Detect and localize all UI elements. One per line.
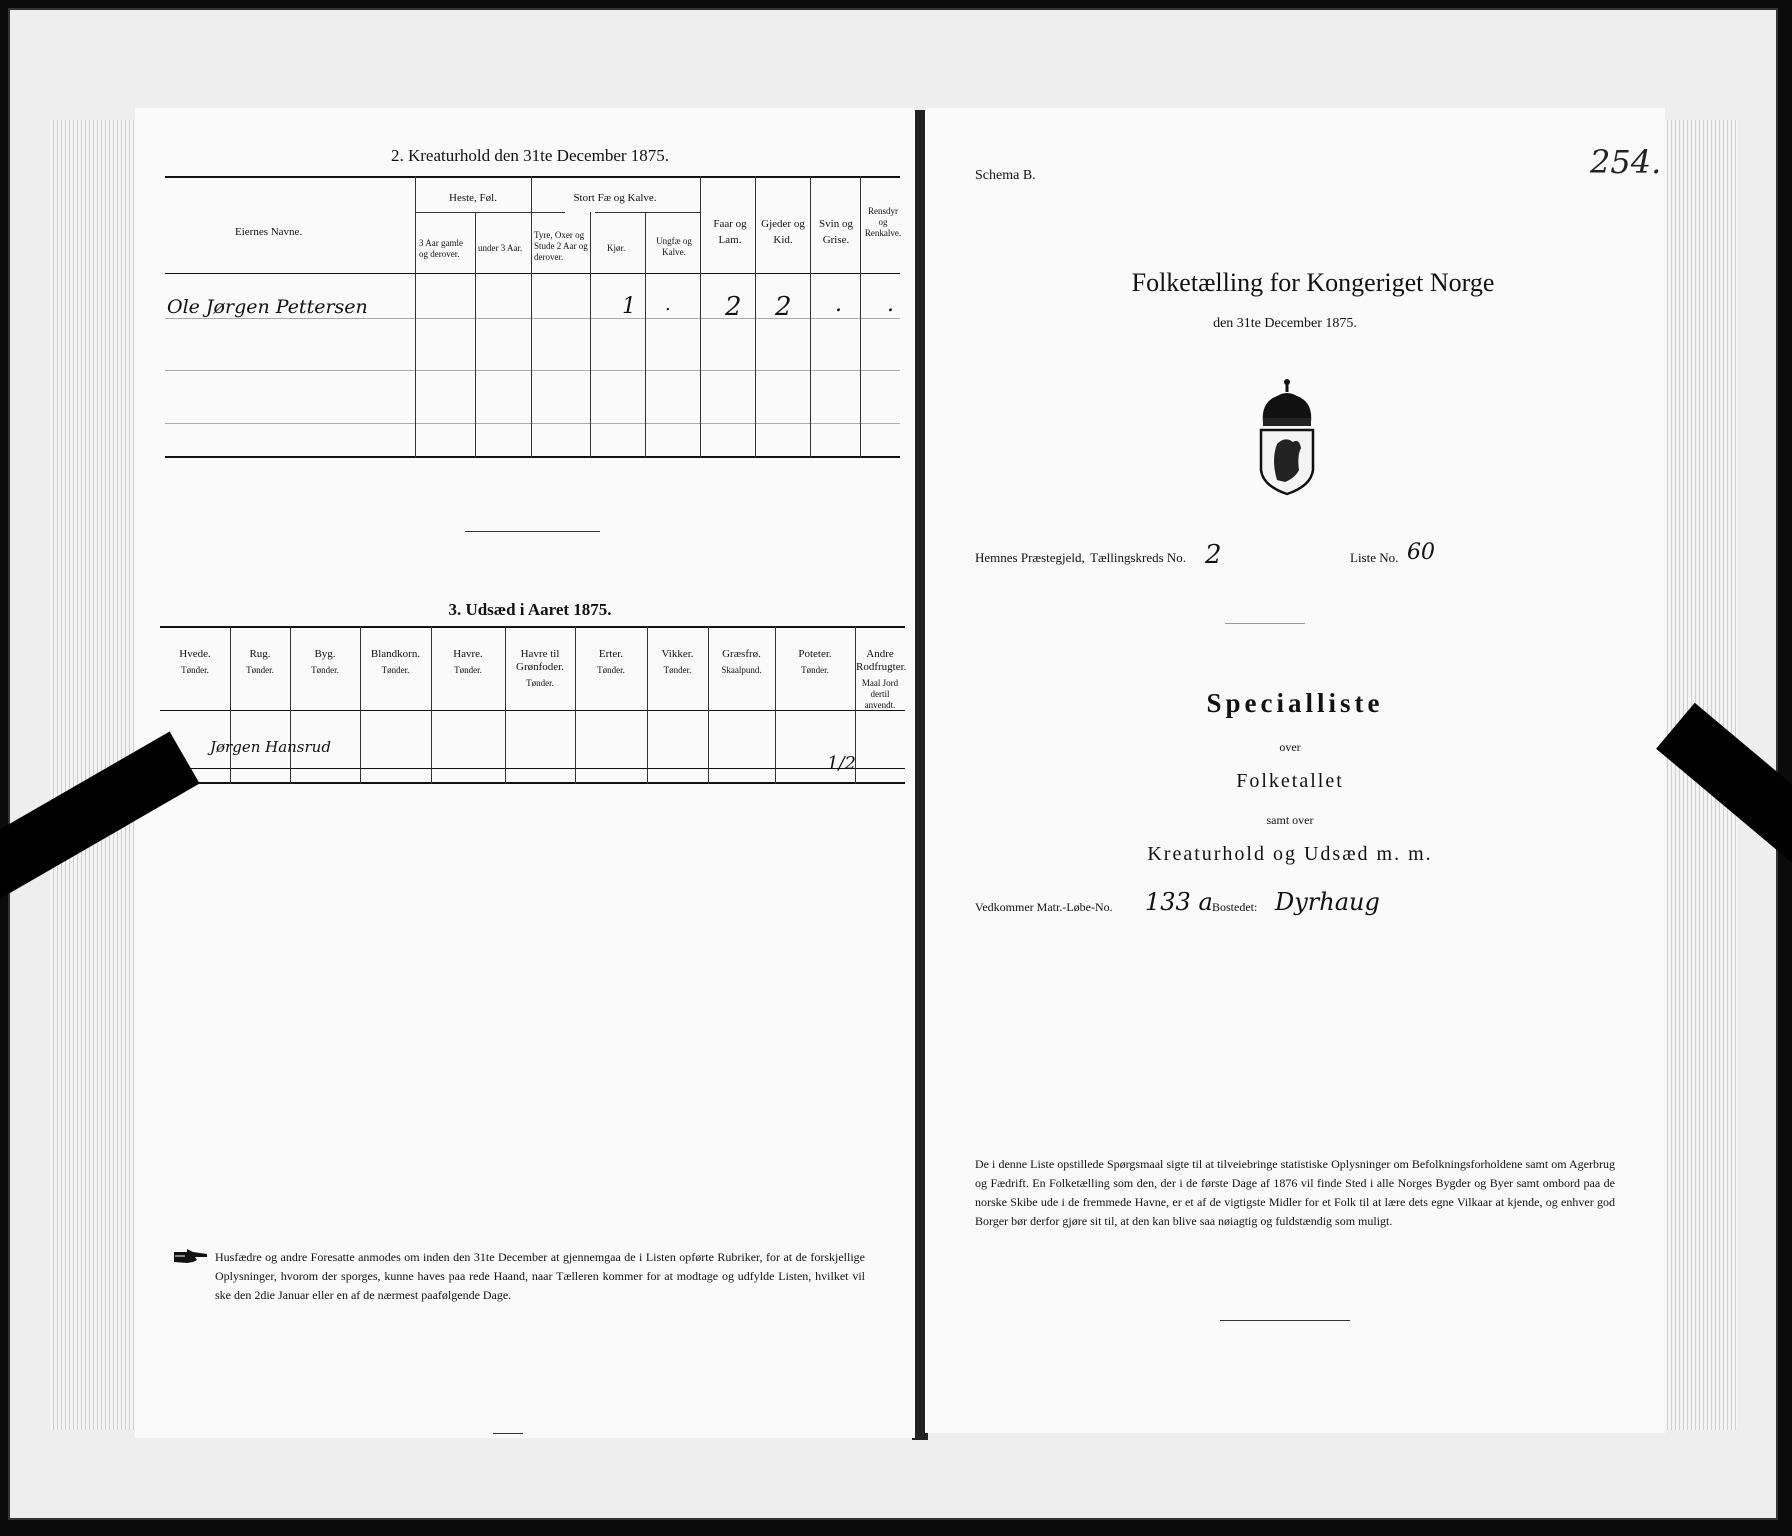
right-page (925, 108, 1665, 1433)
separator-rule (465, 531, 600, 532)
owner-name-value: Ole Jørgen Pettersen (167, 296, 368, 318)
norwegian-coat-of-arms-icon (1255, 378, 1319, 496)
col-cattle-young: Ungfæ og Kalve. (656, 236, 692, 257)
sheep-value: 2 (725, 292, 742, 322)
table-rule (165, 423, 900, 424)
seed-col-unit: Maal Jord dertil anvendt. (861, 678, 899, 710)
over-label: over (1279, 740, 1301, 754)
seed-col-unit: Tønder. (526, 678, 554, 688)
seed-col-unit: Tønder. (246, 665, 274, 675)
schema-label: Schema B. (975, 168, 1036, 183)
table-divider (860, 176, 861, 458)
bosted-value: Dyrhaug (1275, 888, 1380, 916)
col-sheep: Faar og Lam. (713, 218, 747, 246)
seed-col-name: Græsfrø. (722, 648, 761, 660)
seed-col-name: Rug. (249, 648, 271, 660)
young-cattle-dot: . (665, 294, 671, 315)
bosted-label: Bostedet: (1212, 900, 1258, 914)
seed-col-header (576, 648, 646, 676)
col-pigs: Svin og Grise. (819, 218, 853, 246)
table-divider (810, 176, 811, 458)
col-cattle: Stort Fæ og Kalve. (573, 192, 657, 204)
col-cattle-bulls: Tyre, Oxer og Stude 2 Aar og derover. (534, 230, 588, 262)
seed-col-header (291, 648, 359, 676)
seed-note-value: Jørgen Hansrud (210, 738, 331, 756)
reindeer-dot: . (887, 292, 894, 317)
matr-value: 133 a (1145, 888, 1213, 916)
matr-label: Vedkommer Matr.-Løbe-No. (975, 900, 1113, 914)
list-value: 60 (1407, 540, 1435, 565)
table-divider (415, 176, 416, 458)
col-reindeer: Rensdyr og Renkalve. (864, 206, 902, 238)
district-value: 2 (1205, 540, 1222, 570)
seed-col-unit: Tønder. (663, 665, 692, 675)
footer-rule (1220, 1320, 1350, 1321)
seed-col-header (231, 648, 289, 676)
col-horses: Heste, Føl. (449, 192, 497, 204)
table-rule (415, 212, 565, 213)
col-goats: Gjeder og Kid. (761, 218, 805, 246)
seed-col-unit: Tønder. (181, 665, 209, 675)
table-divider (531, 176, 532, 458)
table-divider (475, 212, 476, 458)
folketallet-heading: Folketallet (1236, 770, 1344, 792)
table-rule (165, 370, 900, 371)
parish-label: Hemnes Præstegjeld, (975, 550, 1085, 565)
seed-col-name: Havre til Grønfoder. (516, 648, 564, 673)
seed-col-header (161, 648, 229, 676)
district-label: Tællingskreds No. (1090, 550, 1187, 565)
specialliste-heading: Specialliste (1206, 688, 1384, 718)
table-divider (590, 212, 591, 458)
col-owner-name: Eiernes Navne. (235, 226, 303, 238)
pointing-hand-icon (173, 1248, 209, 1266)
pigs-value: . (835, 292, 842, 317)
seed-col-unit: Tønder. (801, 665, 829, 675)
col-horses-old: 3 Aar gamle og derover. (419, 238, 463, 259)
table-divider (755, 176, 756, 458)
table-rule (165, 273, 900, 274)
seed-col-header (776, 648, 854, 676)
table-rule (160, 782, 905, 784)
potatoes-value: 1/2 (827, 753, 856, 774)
table-rule (165, 176, 900, 178)
table-rule (160, 768, 905, 769)
seed-col-header (709, 648, 774, 676)
table-rule (595, 212, 700, 213)
table-divider (700, 176, 701, 458)
cows-value: 1 (622, 294, 636, 319)
seed-col-name: Havre. (453, 648, 483, 660)
separator-rule (1225, 623, 1305, 624)
purpose-notice: De i denne Liste opstillede Spørgsmaal sigte til at tilveiebringe statistiske Oplysninger om Befolkningsforholdene samt om Agerbrug og Fædrift. En Folketælling som den, der i de første Dage af 1876 vil finde Sted i alle Norges Bygder og Byer samt ombord paa de norske Skibe ude i de fremmede Havne, er et af de vigtigste Midler for et Folk til at lære dets egne Vilkaar at kjende, og enhver god Borger bør derfor gjøre sit til, at den kan blive saa nøiagtig og fuldstændig som muligt. (975, 1157, 1615, 1228)
seed-col-header (506, 648, 574, 689)
seed-col-unit: Tønder. (311, 665, 339, 675)
col-horses-young: under 3 Aar. (478, 243, 523, 253)
table-divider (645, 212, 646, 458)
samt-over-label: samt over (1266, 813, 1314, 827)
table-rule (165, 456, 900, 458)
seed-col-name: Poteter. (798, 648, 832, 660)
seed-col-name: Vikker. (661, 648, 694, 660)
page-number: 254. (1590, 143, 1662, 181)
left-page (135, 108, 915, 1438)
goats-value: 2 (775, 292, 792, 322)
seed-col-name: Byg. (314, 648, 336, 660)
seed-col-header (361, 648, 430, 676)
seed-col-header (432, 648, 504, 676)
seed-col-name: Hvede. (179, 648, 211, 660)
main-title: Folketælling for Kongeriget Norge (1131, 268, 1495, 297)
seed-col-name: Andre Rodfrugter. (856, 648, 907, 673)
section2-title: 2. Kreaturhold den 31te December 1875. (390, 146, 670, 165)
table-rule (160, 626, 905, 628)
seed-col-name: Erter. (598, 648, 624, 660)
instructions-notice: Husfædre og andre Foresatte anmodes om inden den 31te December at gjennemgaa de i Listen opførte Rubriker, for at de forskjellige Oplysninger, hvorom der sporges, kunne haves paa rede Haand, naar Tælleren kommer for at modtage og udfylde Listen, hvilket vil ske den 2die Januar eller en af de nærmest paafølgende Dage. (215, 1250, 865, 1302)
seed-col-unit: Tønder. (381, 665, 410, 675)
seed-col-header (856, 648, 907, 711)
seed-col-unit: Tønder. (454, 665, 482, 675)
col-cattle-cows: Kjør. (607, 243, 626, 253)
seed-col-name: Blandkorn. (370, 648, 421, 660)
list-label: Liste No. (1350, 550, 1399, 565)
table-rule (160, 710, 905, 711)
seed-col-unit: Tønder. (597, 665, 625, 675)
seed-col-header (648, 648, 707, 676)
footer-mark (493, 1433, 523, 1434)
kreaturhold-heading: Kreaturhold og Udsæd m. m. (1147, 843, 1433, 865)
seed-col-unit: Skaalpund. (721, 665, 762, 675)
subtitle: den 31te December 1875. (1213, 316, 1357, 331)
section3-title: 3. Udsæd i Aaret 1875. (448, 600, 612, 619)
